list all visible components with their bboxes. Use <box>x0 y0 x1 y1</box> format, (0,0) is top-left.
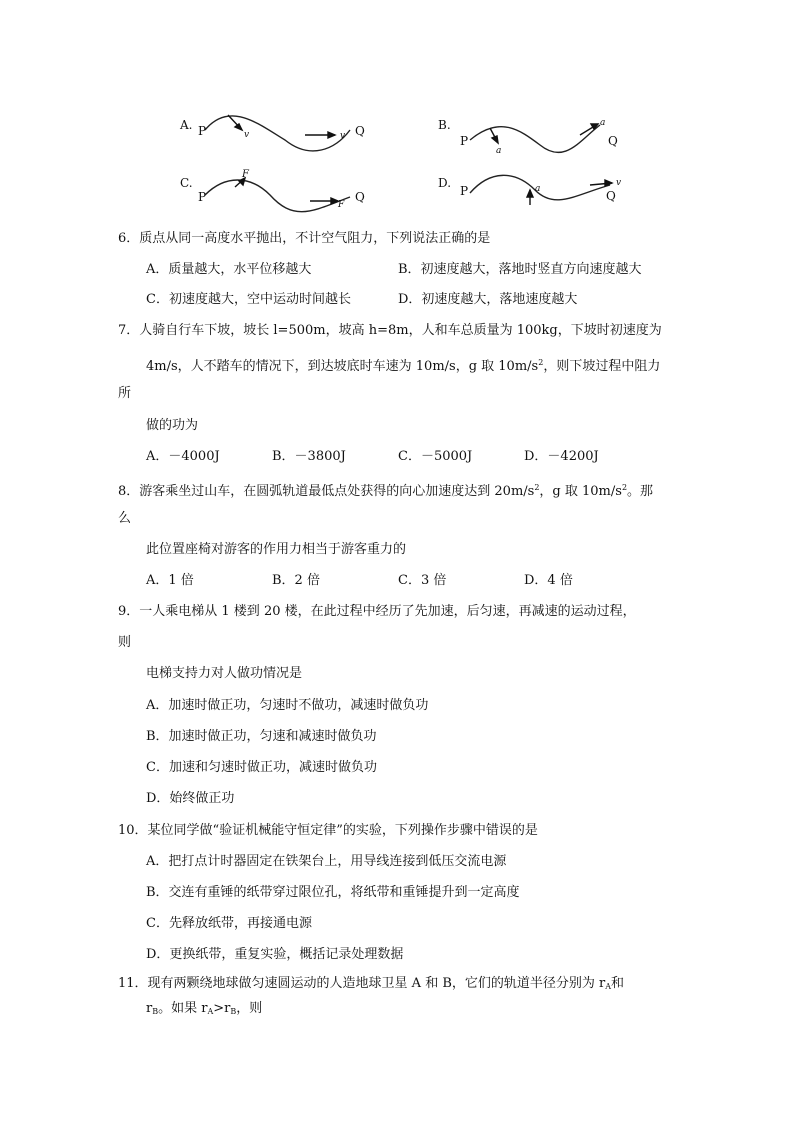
q7-option-c: C．－5000J <box>398 449 473 464</box>
q7-line2: 4m/s，人不踏车的情况下，到达坡底时车速为 10m/s，g 取 $10m/s^2$，则下坡过程中阻力 <box>146 358 661 374</box>
panel-a-start: P <box>198 124 207 138</box>
q10-option-c: C．先释放纸带，再接通电源 <box>146 916 312 931</box>
panel-c-start: P <box>198 190 207 204</box>
panel-d-arrow2: v <box>616 178 622 188</box>
q7-line4: 做的功为 <box>146 418 199 433</box>
panel-a-label: A. <box>180 118 193 132</box>
panel-c-arrow1: F <box>242 169 249 180</box>
q9-option-d: D．始终做正功 <box>146 791 235 806</box>
panel-b-arrow2: a <box>600 118 606 128</box>
q10-option-b: B．交连有重锤的纸带穿过限位孔，将纸带和重锤提升到一定高度 <box>146 885 520 900</box>
panel-a-arrow2: v <box>340 131 346 141</box>
q6-option-b: B．初速度越大，落地时竖直方向速度越大 <box>398 262 642 277</box>
curve-c <box>205 180 350 212</box>
q10-option-d: D．更换纸带，重复实验，概括记录处理数据 <box>146 947 404 962</box>
q7-line3: 所 <box>118 386 132 401</box>
q9-option-b: B．加速时做正功，匀速和减速时做负功 <box>146 729 377 744</box>
panel-d-end: Q <box>606 189 616 203</box>
panel-a-end: Q <box>355 124 365 138</box>
q8-option-a: A．1 倍 <box>146 573 194 588</box>
q7-option-d: D．－4200J <box>524 449 599 464</box>
q8-line2: 么 <box>118 511 132 526</box>
q9-line2: 则 <box>118 635 132 650</box>
q9-option-a: A．加速时做正功，匀速时不做功，减速时做负功 <box>146 698 429 713</box>
q9-line1: 9．一人乘电梯从 1 楼到 20 楼，在此过程中经历了先加速，后匀速，再减速的运动过程， <box>118 604 636 619</box>
q7-option-b: B．－3800J <box>272 449 346 464</box>
trajectory-figure <box>170 105 640 225</box>
panel-b-end: Q <box>608 134 618 148</box>
q7-line1: 7．人骑自行车下坡，坡长 l=500m，坡高 h=8m，人和车总质量为 100kg，下坡时初速度为 <box>118 323 662 338</box>
q8-line1: 8．游客乘坐过山车，在圆弧轨道最低点处获得的向心加速度达到 $20m/s^2$，g 取 $10m/s^2$。那 <box>118 483 654 499</box>
q6-stem: 6．质点从同一高度水平抛出，不计空气阻力，下列说法正确的是 <box>118 231 491 246</box>
q10-stem: 10．某位同学做“验证机械能守恒定律”的实验，下列操作步骤中错误的是 <box>118 823 538 838</box>
q7-option-a: A．－4000J <box>146 449 220 464</box>
panel-d-start: P <box>460 184 469 198</box>
q8-option-b: B．2 倍 <box>272 573 320 588</box>
q10-option-a: A．把打点计时器固定在铁架台上，用导线连接到低压交流电源 <box>146 854 507 869</box>
trajectory-diagram <box>170 105 640 225</box>
curve-b <box>470 125 600 152</box>
q9-option-c: C．加速和匀速时做正功，减速时做负功 <box>146 760 377 775</box>
q6-option-d: D．初速度越大，落地速度越大 <box>398 292 578 307</box>
panel-b-arrow1: a <box>496 146 502 156</box>
q11-line1: 11．现有两颗绕地球做匀速圆运动的人造地球卫星 A 和 B，它们的轨道半径分别为 $r_A$和 <box>118 976 625 991</box>
q6-option-c: C．初速度越大，空中运动时间越长 <box>146 292 351 307</box>
panel-d-label: D. <box>438 176 452 190</box>
panel-a-arrow1: v <box>244 130 250 140</box>
panel-c-label: C. <box>180 176 193 190</box>
panel-b-label: B. <box>438 118 451 132</box>
panel-b-start: P <box>460 134 469 148</box>
q8-line3: 此位置座椅对游客的作用力相当于游客重力的 <box>146 542 407 557</box>
panel-c-arrow2: F <box>338 200 345 210</box>
q8-option-c: C．3 倍 <box>398 573 447 588</box>
panel-d-arrow1: a <box>535 184 541 194</box>
q9-line3: 电梯支持力对人做功情况是 <box>146 666 303 681</box>
q11-line2: $r_B$。如果 $r_A>r_B$，则 <box>146 1001 263 1016</box>
q8-option-d: D．4 倍 <box>524 573 573 588</box>
q6-option-a: A．质量越大，水平位移越大 <box>146 262 312 277</box>
panel-c-end: Q <box>355 190 365 204</box>
